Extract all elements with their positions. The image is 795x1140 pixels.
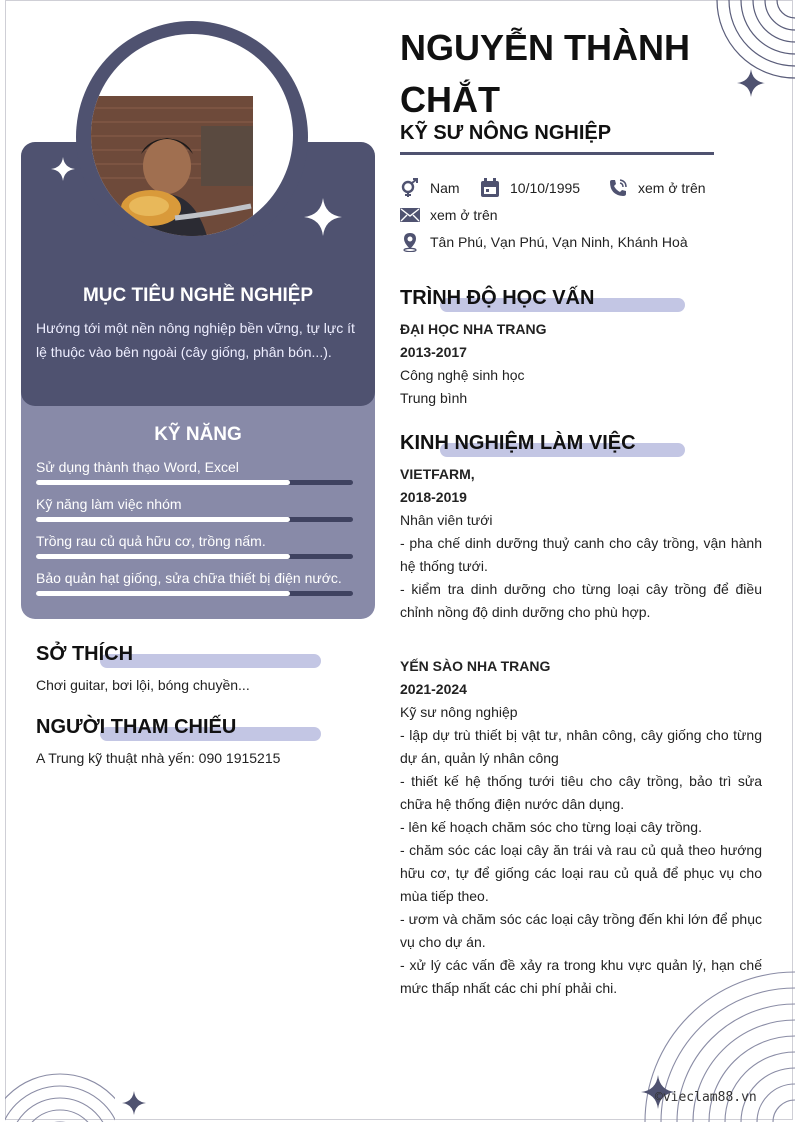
- job-years: 2018-2019: [400, 489, 467, 505]
- job-years: 2021-2024: [400, 681, 467, 697]
- job-entry: [400, 655, 762, 1000]
- job-duty: - ươm và chăm sóc các loại cây trồng đến khi lớn để phục vụ cho dự án.: [400, 911, 762, 950]
- candidate-name: NGUYỄN THÀNH CHẮT: [400, 27, 691, 120]
- address-value: Tân Phú, Vạn Phú, Vạn Ninh, Khánh Hoà: [430, 234, 688, 250]
- skill-item: [36, 459, 354, 475]
- skill-item: [36, 570, 354, 586]
- watermark: ©vieclam88.vn: [655, 1090, 757, 1105]
- education-block: [400, 318, 762, 410]
- skill-label: Kỹ năng làm việc nhóm: [36, 496, 182, 512]
- job-company: VIETFARM,: [400, 466, 475, 482]
- job-duty: - xử lý các vấn đề xảy ra trong khu vực quản lý, hạn chế mức thấp nhất các chi phí phải chi.: [400, 957, 762, 996]
- education-title: TRÌNH ĐỘ HỌC VẤN: [400, 287, 595, 309]
- gender-icon: [400, 178, 420, 198]
- job-position: Kỹ sư nông nghiệp: [400, 704, 518, 720]
- references-text: A Trung kỹ thuật nhà yến: 090 1915215: [36, 750, 281, 766]
- profile-photo: [91, 96, 253, 236]
- references-title: NGƯỜI THAM CHIẾU: [36, 716, 237, 738]
- contact-address: [400, 232, 688, 252]
- skill-bar: [36, 591, 353, 596]
- skills-title: KỸ NĂNG: [154, 424, 242, 445]
- job-entry: [400, 463, 762, 624]
- title-underline: [400, 152, 714, 155]
- skill-bar: [36, 480, 353, 485]
- job-duty: - chăm sóc các loại cây ăn trái và rau củ quả theo hướng hữu cơ, tự để giống các loại rau củ quả để phục vụ cho mùa tiếp theo.: [400, 842, 762, 904]
- hobbies-title: SỞ THÍCH: [36, 643, 134, 665]
- location-pin-icon: [400, 232, 420, 252]
- skill-bar: [36, 517, 353, 522]
- contact-email: [400, 205, 498, 225]
- sparkle-icon: [303, 197, 343, 237]
- skill-bar-fill: [36, 591, 290, 596]
- sparkle-icon: [121, 1090, 147, 1116]
- contact-phone: [608, 178, 706, 198]
- gender-value: Nam: [430, 180, 460, 196]
- calendar-icon: [480, 178, 500, 198]
- job-duty: - thiết kế hệ thống tưới tiêu cho cây trồng, bảo trì sửa chữa hệ thống điện nước dân dụng.: [400, 773, 762, 812]
- birthday-value: 10/10/1995: [510, 180, 581, 196]
- email-value: xem ở trên: [430, 207, 498, 223]
- phone-value: xem ở trên: [638, 180, 706, 196]
- hobbies-text: Chơi guitar, bơi lội, bóng chuyền...: [36, 677, 250, 693]
- email-icon: [400, 205, 420, 225]
- job-position: Nhân viên tưới: [400, 512, 493, 528]
- objective-title: MỤC TIÊU NGHỀ NGHIỆP: [82, 285, 314, 306]
- section-accent-bar: [100, 654, 321, 668]
- skill-label: Bảo quản hạt giống, sửa chữa thiết bị điện nước.: [36, 570, 342, 586]
- job-duty: - pha chế dinh dưỡng thuỷ canh cho cây trồng, vận hành hệ thống tưới.: [400, 535, 762, 574]
- skill-label: Trồng rau củ quả hữu cơ, trồng nấm.: [36, 533, 266, 549]
- skill-bar-fill: [36, 554, 290, 559]
- sparkle-icon: [50, 156, 76, 182]
- skill-bar: [36, 554, 353, 559]
- avatar: [91, 34, 293, 236]
- job-duty: - kiểm tra dinh dưỡng cho từng loại cây trồng để điều chỉnh nồng độ dinh dưỡng cho phù hợp.: [400, 581, 762, 620]
- contact-birthday: [480, 178, 580, 198]
- contact-gender: [400, 178, 460, 198]
- skill-bar-fill: [36, 480, 290, 485]
- education-grade: Trung bình: [400, 390, 468, 406]
- education-school: ĐẠI HỌC NHA TRANG: [400, 321, 547, 337]
- skill-label: Sử dụng thành thạo Word, Excel: [36, 459, 239, 475]
- job-company: YẾN SÀO NHA TRANG: [400, 658, 551, 674]
- decorative-arcs-bottom-left: [5, 1068, 115, 1122]
- phone-icon: [608, 178, 628, 198]
- education-major: Công nghệ sinh học: [400, 367, 525, 383]
- job-duty: - lập dự trù thiết bị vật tư, nhân công, cây giống cho từng dự án, quản lý nhân công: [400, 727, 762, 766]
- skill-item: [36, 496, 354, 512]
- job-title: KỸ SƯ NÔNG NGHIỆP: [400, 122, 612, 144]
- job-duty: - lên kế hoạch chăm sóc cho từng loại cây trồng.: [400, 819, 702, 835]
- experience-title: KINH NGHIỆM LÀM VIỆC: [400, 432, 636, 454]
- skill-item: [36, 533, 354, 549]
- objective-text: Hướng tới một nền nông nghiệp bền vững, tự lực ít lệ thuộc vào bên ngoài (cây giống, phân bón...).: [36, 320, 355, 360]
- skill-bar-fill: [36, 517, 290, 522]
- education-years: 2013-2017: [400, 344, 467, 360]
